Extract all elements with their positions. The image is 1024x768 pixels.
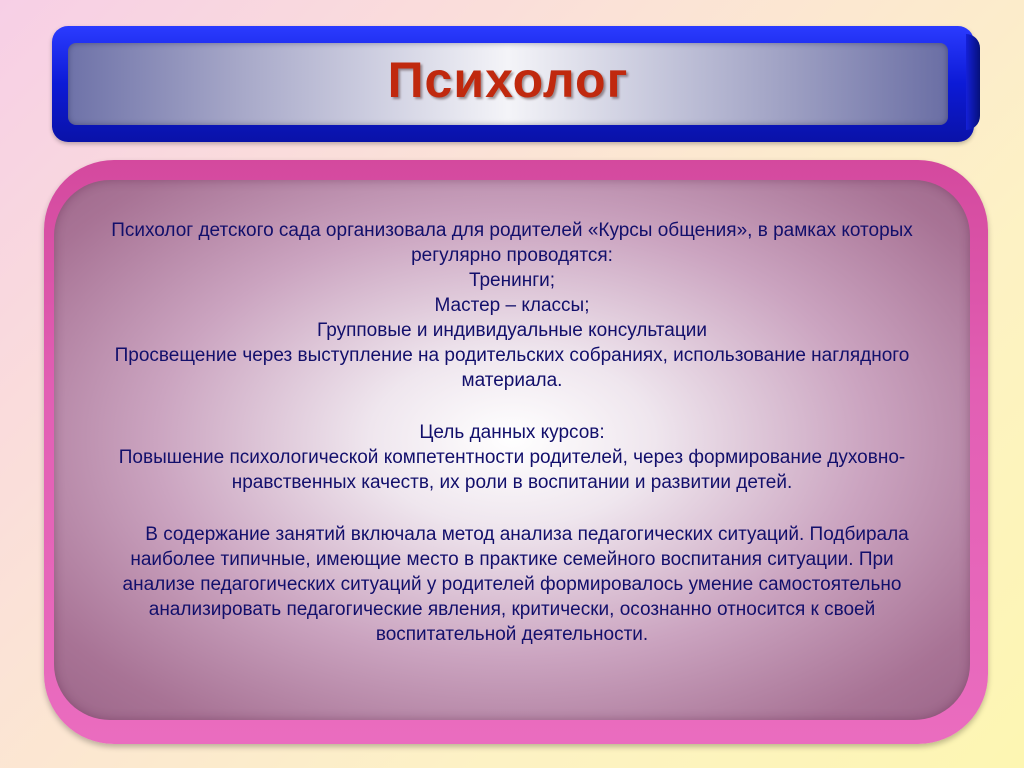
title-banner <box>52 26 974 142</box>
intro-paragraph: Психолог детского сада организовала для родителей «Курсы общения», в рамках которых регулярно проводятся: <box>111 220 913 266</box>
content-panel <box>54 180 970 720</box>
method-paragraph: В содержание занятий включала метод анализа педагогических ситуаций. Подбирала наиболее типичные, имеющие место в практике семейного воспитания ситуации. При анализе педагогических ситуаций у родителей формировалось умение самостоятельно анализировать педагогические явления, критически, осознанно относится к своей воспитательной деятельности. <box>122 524 909 645</box>
spacer <box>94 393 930 420</box>
list-item: Тренинги; <box>468 270 556 291</box>
list-item: Просвещение через выступление на родительских собраниях, использование наглядного материала. <box>114 345 910 391</box>
list-item: Мастер – классы; <box>434 295 590 316</box>
goal-paragraph: Повышение психологической компетентности родителей, через формирование духовно-нравственных качеств, их роли в воспитании и развитии детей. <box>118 447 906 493</box>
title-plate <box>68 43 948 125</box>
content-text <box>94 218 930 647</box>
goal-heading: Цель данных курсов: <box>419 422 605 443</box>
spacer <box>94 495 930 522</box>
list-item: Групповые и индивидуальные консультации <box>317 320 707 341</box>
page-title: Психолог <box>387 52 629 108</box>
